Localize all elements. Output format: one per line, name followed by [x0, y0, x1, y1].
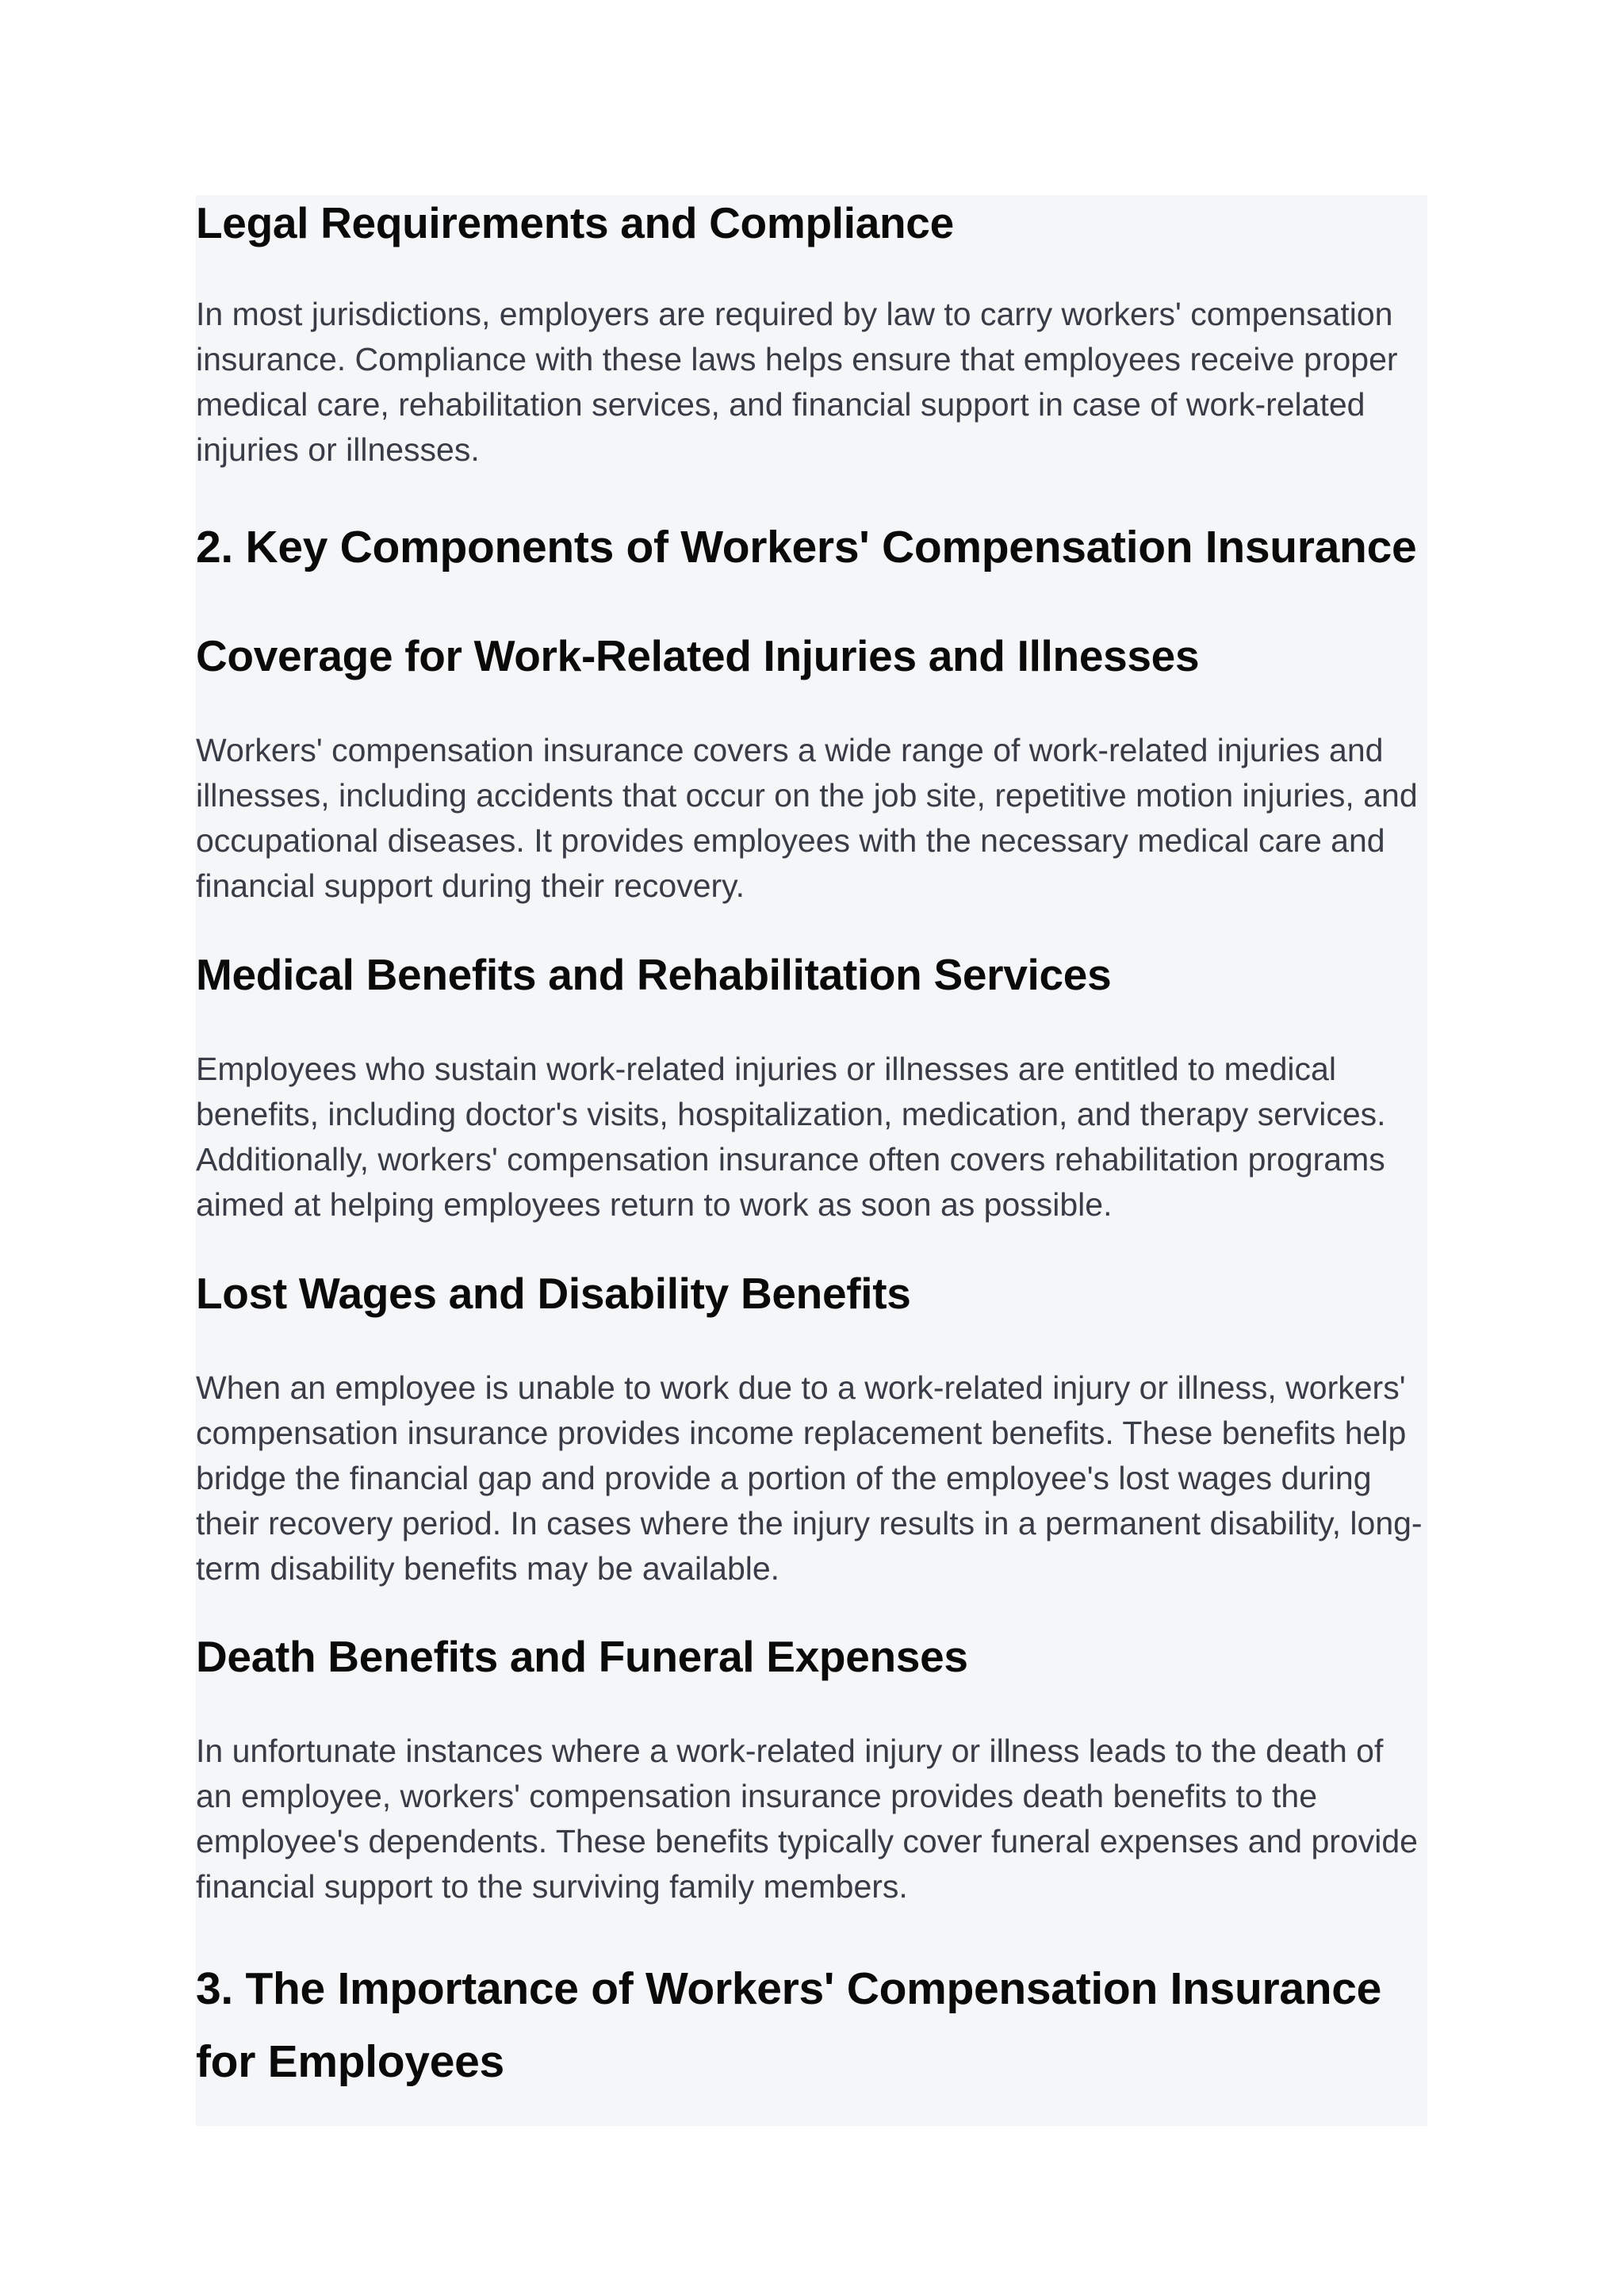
section-heading-coverage: Coverage for Work-Related Injuries and Illnesses: [196, 631, 1200, 680]
section-heading-medical-benefits: Medical Benefits and Rehabilitation Services: [196, 950, 1112, 999]
paragraph-legal-requirements: In most jurisdictions, employers are required by law to carry workers' compensation insurance. Compliance with these laws helps ensure that employees receive proper medical care, rehabilitation services, and financial support in case of work-related injuries or illnesses.: [196, 296, 1398, 468]
paragraph-coverage: Workers' compensation insurance covers a wide range of work-related injuries and illnesses, including accidents that occur on the job site, repetitive motion injuries, and occupational diseases. It provides employees with the necessary medical care and financial support during their recovery.: [196, 732, 1418, 904]
article-content: [196, 195, 1427, 2126]
section-heading-legal-requirements: Legal Requirements and Compliance: [196, 198, 954, 247]
section-heading-death-benefits: Death Benefits and Funeral Expenses: [196, 1632, 968, 1681]
section-heading-key-components: 2. Key Components of Workers' Compensation Insurance: [196, 522, 1417, 573]
section-heading-importance: 3. The Importance of Workers' Compensation Insurance for Employees: [196, 1963, 1382, 2087]
section-heading-lost-wages: Lost Wages and Disability Benefits: [196, 1269, 911, 1318]
paragraph-medical-benefits: Employees who sustain work-related injuries or illnesses are entitled to medical benefits, including doctor's visits, hospitalization, medication, and therapy services. Additionally, workers' compensation insurance often covers rehabilitation programs aimed at helping employees return to work as soon as possible.: [196, 1051, 1386, 1223]
paragraph-death-benefits: In unfortunate instances where a work-related injury or illness leads to the death of an employee, workers' compensation insurance provides death benefits to the employee's dependents. These benefits typically cover funeral expenses and provide financial support to the surviving family members.: [196, 1733, 1418, 1905]
paragraph-lost-wages: When an employee is unable to work due to a work-related injury or illness, workers' compensation insurance provides income replacement benefits. These benefits help bridge the financial gap and provide a portion of the employee's lost wages during their recovery period. In cases where the injury results in a permanent disability, long-term disability benefits may be available.: [196, 1369, 1423, 1587]
